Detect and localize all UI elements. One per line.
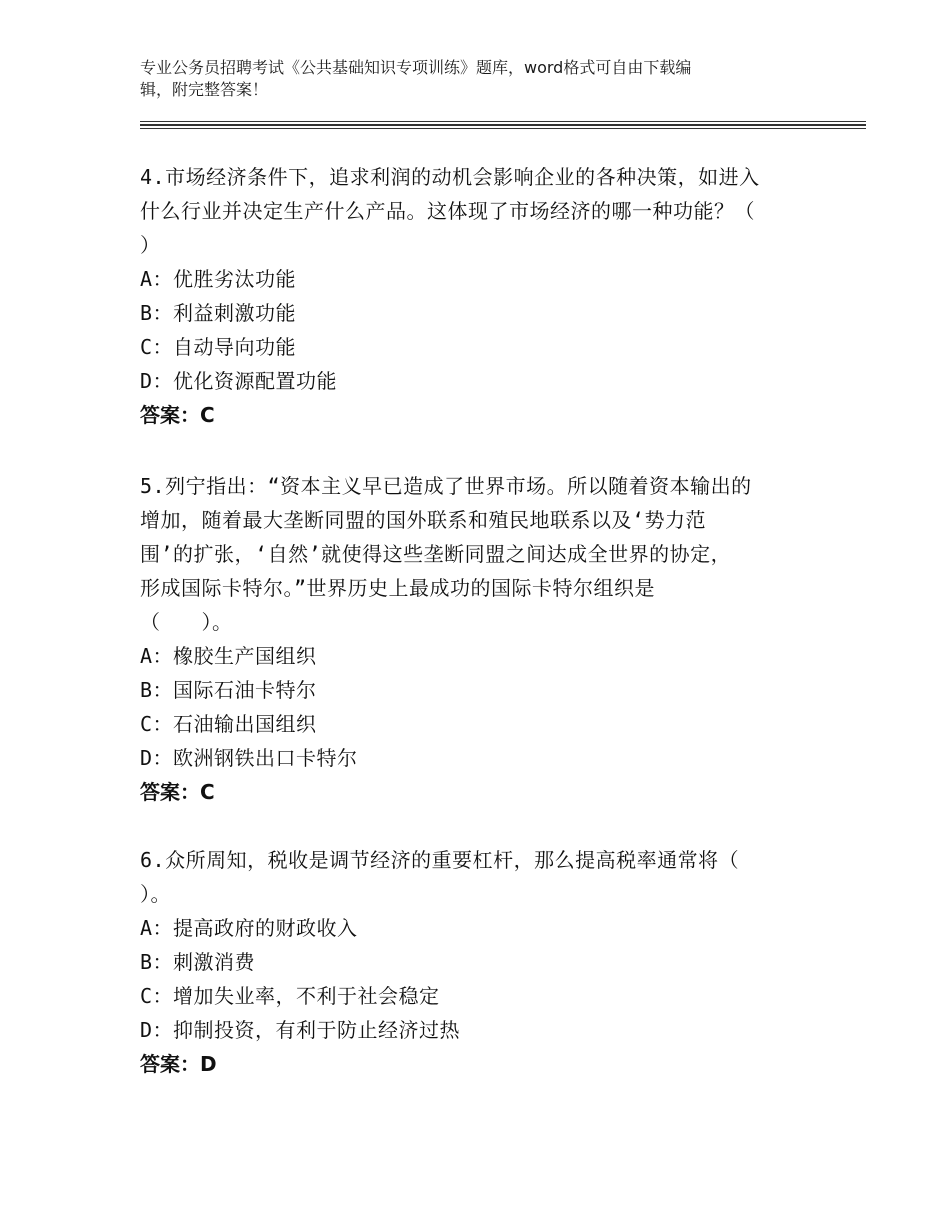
question-stem xyxy=(140,160,800,262)
question-4 xyxy=(140,160,800,432)
option-b: B：刺激消费 xyxy=(140,950,256,974)
header-rule-bottom xyxy=(140,128,866,129)
header-rule-middle xyxy=(140,124,866,126)
stem-line: 增加，随着最大垄断同盟的国外联系和殖民地联系以及‘势力范 xyxy=(140,508,707,532)
option-a: A：橡胶生产国组织 xyxy=(140,644,317,668)
stem-line: 5.列宁指出：“资本主义早已造成了世界市场。所以随着资本输出的 xyxy=(140,474,752,498)
option-a: A：优胜劣汰功能 xyxy=(140,267,297,291)
option-c: C：石油输出国组织 xyxy=(140,712,317,736)
option-b: B：国际石油卡特尔 xyxy=(140,678,317,702)
stem-line: （ ）。 xyxy=(140,610,233,634)
stem-line: 6.众所周知，税收是调节经济的重要杠杆，那么提高税率通常将（ xyxy=(140,848,740,872)
page-header xyxy=(140,57,800,101)
stem-line: 围’的扩张，‘自然’就使得这些垄断同盟之间达成全世界的协定， xyxy=(140,542,732,566)
question-stem xyxy=(140,843,800,911)
option-a: A：提高政府的财政收入 xyxy=(140,916,358,940)
option-d: D：抑制投资，有利于防止经济过热 xyxy=(140,1018,461,1042)
question-5 xyxy=(140,469,800,809)
stem-line: ）。 xyxy=(140,882,171,906)
option-b: B：利益刺激功能 xyxy=(140,301,297,325)
answer-label: 答案：D xyxy=(140,1052,217,1076)
answer-label: 答案：C xyxy=(140,780,215,804)
answer-label: 答案：C xyxy=(140,403,215,427)
question-stem xyxy=(140,469,800,639)
stem-line: 形成国际卡特尔。”世界历史上最成功的国际卡特尔组织是 xyxy=(140,576,656,600)
stem-line: 什么行业并决定生产什么产品。这体现了市场经济的哪一种功能？（ xyxy=(140,199,755,223)
header-line-2: 辑，附完整答案！ xyxy=(140,80,269,99)
question-6 xyxy=(140,843,800,1081)
header-line-1: 专业公务员招聘考试《公共基础知识专项训练》题库，word格式可自由下载编 xyxy=(140,58,692,77)
option-d: D：欧洲钢铁出口卡特尔 xyxy=(140,746,358,770)
option-d: D：优化资源配置功能 xyxy=(140,369,338,393)
option-c: C：增加失业率，不利于社会稳定 xyxy=(140,984,440,1008)
header-rule-top xyxy=(140,121,866,122)
stem-line: 4.市场经济条件下，追求利润的动机会影响企业的各种决策，如进入 xyxy=(140,165,760,189)
option-c: C：自动导向功能 xyxy=(140,335,297,359)
stem-line: ） xyxy=(140,233,161,257)
